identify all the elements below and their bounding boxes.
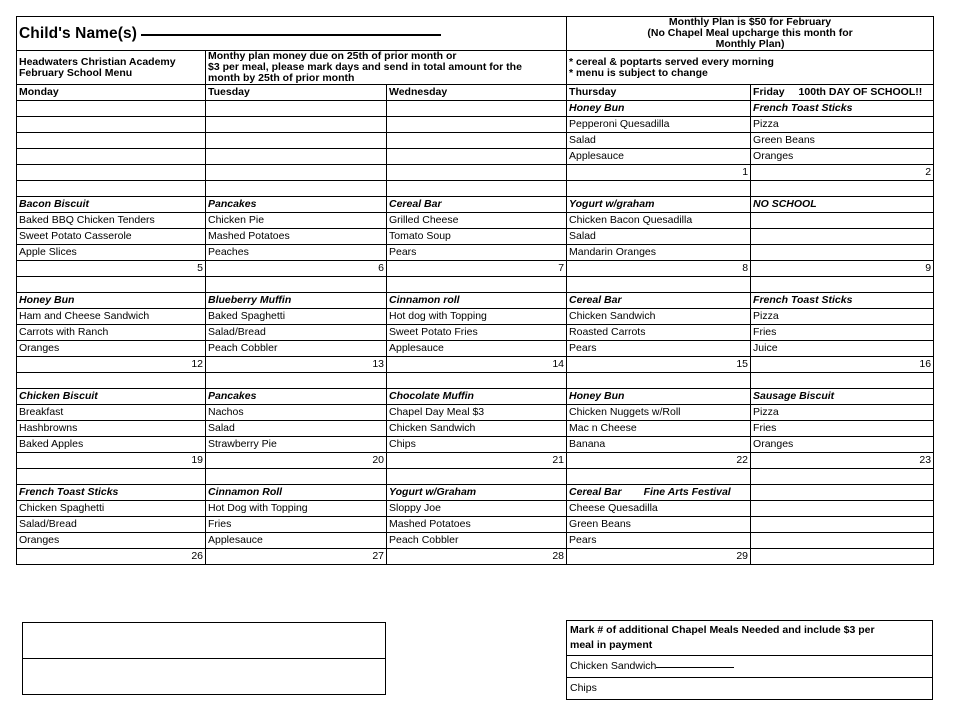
- cell-date: 23: [751, 453, 934, 469]
- cell-menu-item: Chapel Day Meal $3: [387, 405, 567, 421]
- cell-menu-item: Grilled Cheese: [387, 213, 567, 229]
- cell-menu-item: Tomato Soup: [387, 229, 567, 245]
- spacer-cell: [206, 469, 387, 485]
- school-menu-table: [16, 16, 934, 565]
- cell-menu-item: Peach Cobbler: [387, 533, 567, 549]
- cell-menu-item: Oranges: [751, 149, 934, 165]
- notice-line1: * cereal & poptarts served every morning: [569, 55, 774, 68]
- fine-arts-festival-note: Fine Arts Festival: [643, 486, 731, 499]
- cell-menu-item: Nachos: [206, 405, 387, 421]
- plan-title-line3: Monthly Plan): [715, 38, 785, 51]
- cell-menu-item: Banana: [567, 437, 751, 453]
- week-5-item-row-1: [17, 501, 934, 517]
- cell-date: 13: [206, 357, 387, 373]
- week-2-date-row: [17, 261, 934, 277]
- cell-menu-item: Mashed Potatoes: [206, 229, 387, 245]
- cell-menu-item: Green Beans: [567, 517, 751, 533]
- chapel-item-row-2: [567, 678, 933, 700]
- day-header-thursday: Thursday: [567, 85, 751, 101]
- week-2-item-row-1: [17, 213, 934, 229]
- cell-menu-item: Roasted Carrots: [567, 325, 751, 341]
- blank-notes-cell-2[interactable]: [23, 659, 386, 695]
- cell-menu-item: Pears: [387, 245, 567, 261]
- blank-notes-box[interactable]: [22, 622, 386, 695]
- subheader-row: [17, 51, 934, 85]
- payment-note-line2: $3 per meal, please mark days and send in total amount for the: [208, 61, 522, 74]
- plan-title-line2: (No Chapel Meal upcharge this month for: [647, 27, 853, 40]
- cell-menu-item: Applesauce: [206, 533, 387, 549]
- cell-menu-item: Chicken Sandwich: [387, 421, 567, 437]
- blank-notes-body: [23, 623, 386, 695]
- spacer-cell: [567, 373, 751, 389]
- cell-menu-item: [751, 533, 934, 549]
- cell-date: 27: [206, 549, 387, 565]
- week-spacer-row: [17, 373, 934, 389]
- cell-menu-item: Baked Apples: [17, 437, 206, 453]
- week-1-breakfast-row: [17, 101, 934, 117]
- cell-menu-item: Salad: [206, 421, 387, 437]
- cell-menu-item: Chicken Bacon Quesadilla: [567, 213, 751, 229]
- chapel-note-line2: meal in payment: [570, 639, 653, 651]
- cell-date: 6: [206, 261, 387, 277]
- cell-menu-item: Baked Spaghetti: [206, 309, 387, 325]
- chapel-meals-body: [567, 621, 933, 700]
- spacer-cell: [17, 181, 206, 197]
- week-1-item-row-3: [17, 149, 934, 165]
- week-4-item-row-2: [17, 421, 934, 437]
- spacer-cell: [206, 277, 387, 293]
- chapel-note-row: [567, 621, 933, 656]
- cell-menu-item: [387, 133, 567, 149]
- chapel-meals-note: [567, 621, 933, 656]
- payment-note-line3: month by 25th of prior month: [208, 72, 355, 85]
- cell-menu-item: [206, 117, 387, 133]
- week-3-item-row-3: [17, 341, 934, 357]
- cell-date: 1: [567, 165, 751, 181]
- spacer-cell: [17, 277, 206, 293]
- week-2-breakfast-row: [17, 197, 934, 213]
- cell-menu-item: Oranges: [751, 437, 934, 453]
- cell-menu-item: Juice: [751, 341, 934, 357]
- cell-date: 22: [567, 453, 751, 469]
- payment-note-line1: Monthy plan money due on 25th of prior month or: [208, 50, 457, 63]
- cell-breakfast: French Toast Sticks: [751, 101, 934, 117]
- cell-breakfast: Blueberry Muffin: [206, 293, 387, 309]
- cell-breakfast: Cinnamon roll: [387, 293, 567, 309]
- cell-breakfast: [387, 101, 567, 117]
- school-title-line2: February School Menu: [19, 66, 133, 79]
- cell-breakfast: Chicken Biscuit: [17, 389, 206, 405]
- cell-menu-item: Chicken Nuggets w/Roll: [567, 405, 751, 421]
- week-3-item-row-1: [17, 309, 934, 325]
- school-title-line1: Headwaters Christian Academy: [19, 55, 176, 68]
- childs-name-blank-line[interactable]: [141, 24, 441, 36]
- cell-menu-item: Chicken Sandwich: [567, 309, 751, 325]
- cell-menu-item: Pizza: [751, 117, 934, 133]
- cell-menu-item: Fries: [206, 517, 387, 533]
- cell-menu-item: Pepperoni Quesadilla: [567, 117, 751, 133]
- cell-menu-item: Fries: [751, 421, 934, 437]
- cell-menu-item: Fries: [751, 325, 934, 341]
- cell-date: 20: [206, 453, 387, 469]
- week-4-item-row-1: [17, 405, 934, 421]
- cell-menu-item: Green Beans: [751, 133, 934, 149]
- week-2-item-row-3: [17, 245, 934, 261]
- cell-breakfast: Cereal Bar: [387, 197, 567, 213]
- spacer-cell: [751, 469, 934, 485]
- day-header-friday: [751, 85, 934, 101]
- childs-name-label: Child's Name(s): [19, 25, 138, 43]
- day-header-monday: Monday: [17, 85, 206, 101]
- chapel-note-line1: Mark # of additional Chapel Meals Needed and include $3 per: [570, 623, 875, 636]
- blank-notes-row: [23, 659, 386, 695]
- notice-cell: [567, 51, 934, 85]
- chapel-meals-box: [566, 620, 933, 700]
- weekday-header-row: [17, 85, 934, 101]
- cell-breakfast: Sausage Biscuit: [751, 389, 934, 405]
- cell-date: 9: [751, 261, 934, 277]
- menu-table-body: [17, 17, 934, 565]
- cell-breakfast: NO SCHOOL: [751, 197, 934, 213]
- cell-date: 19: [17, 453, 206, 469]
- cell-menu-item: Hashbrowns: [17, 421, 206, 437]
- cell-date: 29: [567, 549, 751, 565]
- cell-menu-item: [206, 149, 387, 165]
- week-3-item-row-2: [17, 325, 934, 341]
- spacer-cell: [387, 469, 567, 485]
- cell-breakfast: French Toast Sticks: [751, 293, 934, 309]
- cell-breakfast: [17, 101, 206, 117]
- spacer-cell: [751, 181, 934, 197]
- cell-breakfast: Pancakes: [206, 197, 387, 213]
- cell-breakfast: Bacon Biscuit: [17, 197, 206, 213]
- cell-menu-item: Applesauce: [567, 149, 751, 165]
- week-spacer-row: [17, 469, 934, 485]
- chapel-item-row-1: [567, 656, 933, 678]
- cell-breakfast: Honey Bun: [17, 293, 206, 309]
- blank-notes-cell-1[interactable]: [23, 623, 386, 659]
- cell-menu-item: Applesauce: [387, 341, 567, 357]
- cell-menu-item: Pizza: [751, 405, 934, 421]
- spacer-cell: [206, 181, 387, 197]
- cell-date: 7: [387, 261, 567, 277]
- cell-menu-item: Mac n Cheese: [567, 421, 751, 437]
- cell-date: 12: [17, 357, 206, 373]
- notice-line2: * menu is subject to change: [569, 66, 708, 79]
- spacer-cell: [567, 469, 751, 485]
- cell-breakfast: Chocolate Muffin: [387, 389, 567, 405]
- week-4-date-row: [17, 453, 934, 469]
- cell-breakfast: Pancakes: [206, 389, 387, 405]
- blank-notes-row: [23, 623, 386, 659]
- breakfast-label: Cereal Bar: [569, 486, 622, 499]
- day-header-wednesday: Wednesday: [387, 85, 567, 101]
- cell-date: 16: [751, 357, 934, 373]
- cell-breakfast: [206, 101, 387, 117]
- cell-breakfast: [751, 485, 934, 501]
- cell-breakfast: Honey Bun: [567, 389, 751, 405]
- childs-name-cell[interactable]: [17, 17, 567, 51]
- cell-date: [206, 165, 387, 181]
- week-5-date-row: [17, 549, 934, 565]
- cell-menu-item: Hot Dog with Topping: [206, 501, 387, 517]
- cell-menu-item: Baked BBQ Chicken Tenders: [17, 213, 206, 229]
- cell-menu-item: [387, 149, 567, 165]
- cell-breakfast: French Toast Sticks: [17, 485, 206, 501]
- cell-menu-item: [751, 517, 934, 533]
- cell-menu-item: Pears: [567, 341, 751, 357]
- spacer-cell: [567, 277, 751, 293]
- cell-menu-item: Salad/Bread: [17, 517, 206, 533]
- cell-breakfast: Yogurt w/Graham: [387, 485, 567, 501]
- cell-menu-item: [751, 229, 934, 245]
- cell-menu-item: Sloppy Joe: [387, 501, 567, 517]
- week-5-item-row-2: [17, 517, 934, 533]
- cell-date: 2: [751, 165, 934, 181]
- cell-menu-item: Mashed Potatoes: [387, 517, 567, 533]
- friday-label: Friday: [753, 86, 785, 99]
- cell-menu-item: Salad: [567, 133, 751, 149]
- spacer-cell: [206, 373, 387, 389]
- cell-menu-item: Oranges: [17, 533, 206, 549]
- spacer-cell: [751, 373, 934, 389]
- cell-menu-item: Cheese Quesadilla: [567, 501, 751, 517]
- cell-menu-item: Apple Slices: [17, 245, 206, 261]
- week-2-item-row-2: [17, 229, 934, 245]
- plan-title-line1: Monthly Plan is $50 for February: [668, 16, 832, 28]
- cell-menu-item: Sweet Potato Casserole: [17, 229, 206, 245]
- cell-menu-item: Salad: [567, 229, 751, 245]
- cell-date: 15: [567, 357, 751, 373]
- payment-note-cell: [206, 51, 567, 85]
- cell-breakfast: Yogurt w/graham: [567, 197, 751, 213]
- week-1-item-row-2: [17, 133, 934, 149]
- friday-special-note: 100th DAY OF SCHOOL!!: [798, 86, 923, 99]
- cell-menu-item: Sweet Potato Fries: [387, 325, 567, 341]
- cell-menu-item: Chips: [387, 437, 567, 453]
- cell-menu-item: Chicken Spaghetti: [17, 501, 206, 517]
- cell-menu-item: [17, 117, 206, 133]
- cell-menu-item: Oranges: [17, 341, 206, 357]
- cell-breakfast: Cereal Bar: [567, 293, 751, 309]
- school-title-cell: [17, 51, 206, 85]
- cell-menu-item: Breakfast: [17, 405, 206, 421]
- spacer-cell: [387, 181, 567, 197]
- week-5-item-row-3: [17, 533, 934, 549]
- cell-date: 21: [387, 453, 567, 469]
- cell-menu-item: Ham and Cheese Sandwich: [17, 309, 206, 325]
- chapel-item-label: Chicken Sandwich: [570, 660, 657, 673]
- week-3-breakfast-row: [17, 293, 934, 309]
- cell-menu-item: Hot dog with Topping: [387, 309, 567, 325]
- day-header-tuesday: Tuesday: [206, 85, 387, 101]
- cell-menu-item: Carrots with Ranch: [17, 325, 206, 341]
- chapel-item-chicken-sandwich[interactable]: [567, 656, 933, 678]
- cell-date: 14: [387, 357, 567, 373]
- title-row: [17, 17, 934, 51]
- cell-menu-item: [387, 117, 567, 133]
- week-spacer-row: [17, 277, 934, 293]
- spacer-cell: [751, 277, 934, 293]
- week-spacer-row: [17, 181, 934, 197]
- cell-menu-item: [17, 133, 206, 149]
- cell-breakfast-with-event: [567, 485, 751, 501]
- cell-menu-item: Peach Cobbler: [206, 341, 387, 357]
- cell-breakfast: Cinnamon Roll: [206, 485, 387, 501]
- spacer-cell: [387, 373, 567, 389]
- cell-date: [17, 165, 206, 181]
- cell-date: 8: [567, 261, 751, 277]
- cell-date: [751, 549, 934, 565]
- cell-menu-item: Mandarin Oranges: [567, 245, 751, 261]
- cell-menu-item: Pears: [567, 533, 751, 549]
- spacer-cell: [387, 277, 567, 293]
- cell-menu-item: Strawberry Pie: [206, 437, 387, 453]
- spacer-cell: [17, 469, 206, 485]
- cell-menu-item: [206, 133, 387, 149]
- cell-menu-item: [17, 149, 206, 165]
- week-1-date-row: [17, 165, 934, 181]
- week-4-item-row-3: [17, 437, 934, 453]
- cell-date: 28: [387, 549, 567, 565]
- monthly-plan-title: [567, 17, 934, 51]
- cell-date: 26: [17, 549, 206, 565]
- cell-menu-item: Salad/Bread: [206, 325, 387, 341]
- spacer-cell: [17, 373, 206, 389]
- cell-menu-item: [751, 213, 934, 229]
- cell-menu-item: [751, 501, 934, 517]
- chapel-item-chips[interactable]: Chips: [567, 678, 933, 700]
- cell-menu-item: [751, 245, 934, 261]
- week-4-breakfast-row: [17, 389, 934, 405]
- chapel-item-blank-line[interactable]: [656, 658, 734, 668]
- cell-menu-item: Pizza: [751, 309, 934, 325]
- cell-menu-item: Chicken Pie: [206, 213, 387, 229]
- cell-breakfast: Honey Bun: [567, 101, 751, 117]
- cell-menu-item: Peaches: [206, 245, 387, 261]
- cell-date: [387, 165, 567, 181]
- cell-date: 5: [17, 261, 206, 277]
- week-3-date-row: [17, 357, 934, 373]
- week-1-item-row-1: [17, 117, 934, 133]
- week-5-breakfast-row: [17, 485, 934, 501]
- spacer-cell: [567, 181, 751, 197]
